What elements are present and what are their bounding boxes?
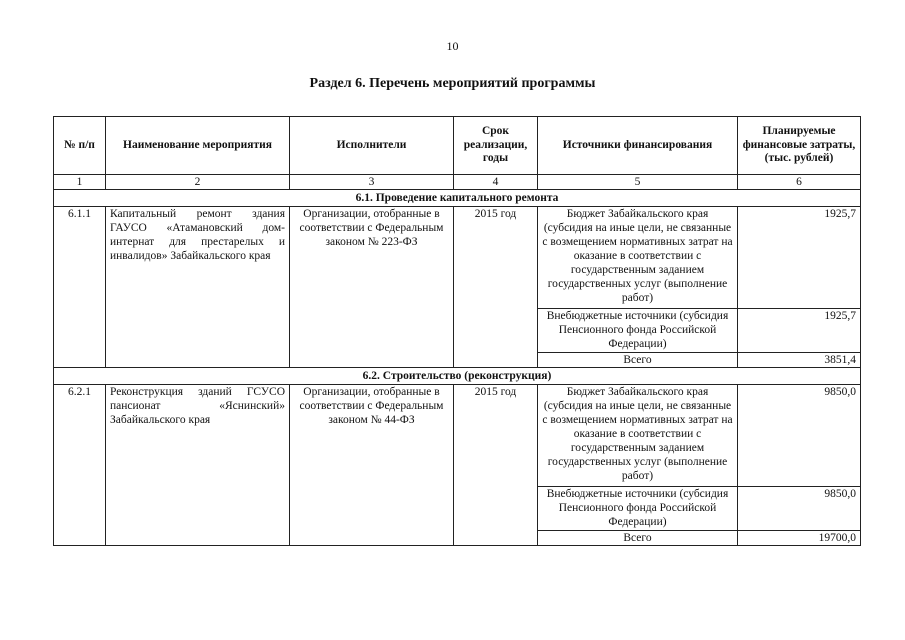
header-row	[54, 117, 861, 175]
column-number: 2	[106, 175, 290, 190]
column-number: 5	[538, 175, 738, 190]
item-executors: Организации, отобранные в соответствии с Федеральным законом № 223-ФЗ	[290, 207, 454, 368]
section-title: 6.1. Проведение капитального ремонта	[54, 190, 861, 207]
total-amount: 19700,0	[738, 530, 861, 545]
funding-amount: 1925,7	[738, 207, 861, 309]
funding-source: Внебюджетные источники (субсидия Пенсионного фонда Российской Федерации)	[538, 308, 738, 352]
total-label: Всего	[538, 352, 738, 367]
funding-amount: 9850,0	[738, 486, 861, 530]
program-activities-table	[53, 116, 861, 546]
column-number: 4	[454, 175, 538, 190]
section-row	[54, 190, 861, 207]
column-number: 6	[738, 175, 861, 190]
table-row	[54, 385, 861, 487]
header-executors: Исполнители	[290, 117, 454, 175]
table-row	[54, 207, 861, 309]
item-period: 2015 год	[454, 207, 538, 368]
item-number: 6.2.1	[54, 385, 106, 546]
funding-amount: 1925,7	[738, 308, 861, 352]
section-row	[54, 368, 861, 385]
header-costs: Планируемые финансовые затраты, (тыс. рублей)	[738, 117, 861, 175]
page-number: 10	[446, 39, 459, 53]
item-name: Капитальный ремонт здания ГАУСО «Атамановский дом-интернат для престарелых и инвалидов» Забайкальского края	[106, 207, 290, 368]
funding-amount: 9850,0	[738, 385, 861, 487]
column-number-row	[54, 175, 861, 190]
page-title: Раздел 6. Перечень мероприятий программы	[309, 76, 596, 91]
funding-source: Бюджет Забайкальского края (субсидия на иные цели, не связанные с возмещением нормативных затрат на оказание в соответствии с государственным заданием государственных услуг (выполнение работ)	[538, 207, 738, 309]
column-number: 3	[290, 175, 454, 190]
total-amount: 3851,4	[738, 352, 861, 367]
header-number: № п/п	[54, 117, 106, 175]
header-activity-name: Наименование мероприятия	[106, 117, 290, 175]
header-sources: Источники финансирования	[538, 117, 738, 175]
item-period: 2015 год	[454, 385, 538, 546]
column-number: 1	[54, 175, 106, 190]
funding-source: Бюджет Забайкальского края (субсидия на иные цели, не связанные с возмещением нормативных затрат на оказание в соответствии с государственным заданием государственных услуг (выполнение работ)	[538, 385, 738, 487]
section-title: 6.2. Строительство (реконструкция)	[54, 368, 861, 385]
header-period: Срок реализации, годы	[454, 117, 538, 175]
item-name: Реконструкция зданий ГСУСО пансионат «Яснинский» Забайкальского края	[106, 385, 290, 546]
item-executors: Организации, отобранные в соответствии с Федеральным законом № 44-ФЗ	[290, 385, 454, 546]
item-number: 6.1.1	[54, 207, 106, 368]
funding-source: Внебюджетные источники (субсидия Пенсионного фонда Российской Федерации)	[538, 486, 738, 530]
total-label: Всего	[538, 530, 738, 545]
